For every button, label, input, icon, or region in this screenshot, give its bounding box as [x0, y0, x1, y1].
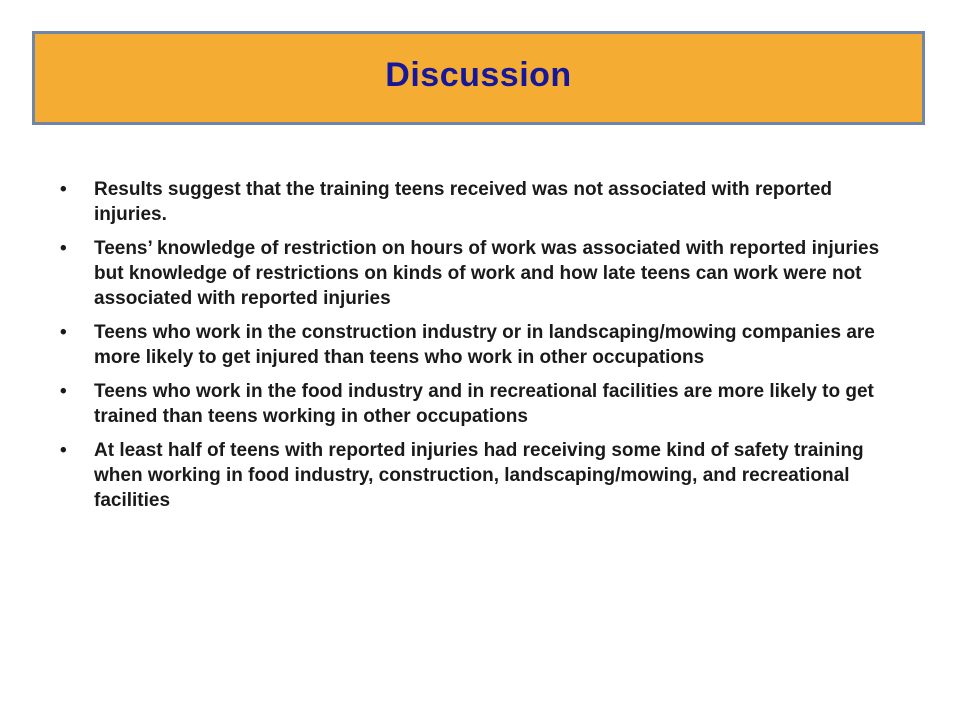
bullet-item: [60, 320, 910, 370]
slide-title: Discussion: [385, 55, 572, 94]
bullet-icon: •: [60, 238, 67, 259]
bullet-icon: •: [60, 440, 67, 461]
bullet-item: [60, 236, 910, 311]
bullet-item: [60, 438, 910, 513]
title-banner: [32, 31, 925, 125]
bullet-text: Teens’ knowledge of restriction on hours of work was associated with reported injuries but knowledge of restrictions on kinds of work and how late teens can work were not associated with reported injuries: [94, 238, 880, 309]
bullet-text: Teens who work in the construction industry or in landscaping/mowing companies are more likely to get injured than teens who work in other occupations: [94, 322, 875, 368]
bullet-item: [60, 177, 910, 227]
bullet-icon: •: [60, 322, 67, 343]
bullet-item: [60, 379, 910, 429]
bullet-icon: •: [60, 381, 67, 402]
bullet-list: [60, 177, 910, 522]
bullet-icon: •: [60, 179, 67, 200]
bullet-text: Results suggest that the training teens received was not associated with reported injuries.: [94, 179, 833, 225]
bullet-text: At least half of teens with reported injuries had receiving some kind of safety training when working in food industry, construction, landscaping/mowing, and recreational facilities: [94, 440, 864, 511]
bullet-text: Teens who work in the food industry and in recreational facilities are more likely to get trained than teens working in other occupations: [94, 381, 874, 427]
